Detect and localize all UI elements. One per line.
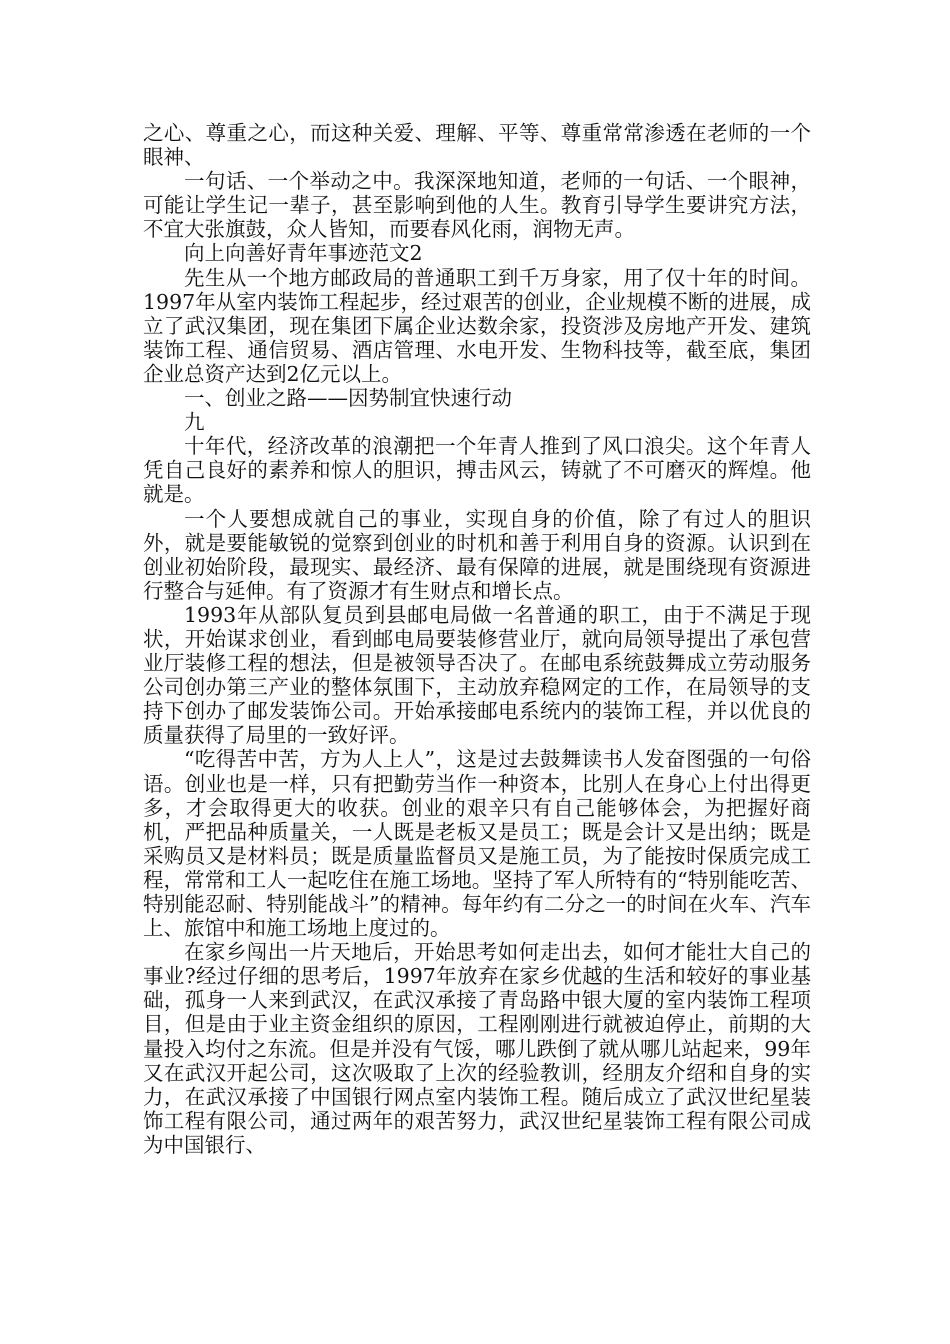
paragraph-resources: 一个人要想成就自己的事业，实现自身的价值，除了有过人的胆识外，就是要能敏锐的觉察到创业的时机和善于利用自身的资源。认识到在创业初始阶段，最现实、最经济、最有保障的进展，就是围绕现有资源进行整合与延伸。有了资源才有生财点和增长点。 <box>143 506 811 603</box>
paragraph-fragment: 九 <box>184 410 205 435</box>
paragraph-intro: 先生从一个地方邮政局的普通职工到千万身家，用了仅十年的时间。1997年从室内装饰工程起步，经过艰苦的创业，企业规模不断的进展，成立了武汉集团，现在集团下属企业达数余家，投资涉及房地产开发、建筑装饰工程、通信贸易、酒店管理、水电开发、生物科技等，截至底，集团企业总资产达到2亿元以上。 <box>143 265 811 386</box>
paragraph-1: 之心、尊重之心，而这种关爱、理解、平等、尊重常常渗透在老师的一个眼神、 <box>143 121 811 170</box>
section-heading-fanwen-2: 向上向善好青年事迹范文2 <box>184 241 423 266</box>
document-page <box>143 121 811 1157</box>
paragraph-nineties: 十年代，经济改革的浪潮把一个年青人推到了风口浪尖。这个年青人凭自己良好的素养和惊人的胆识，搏击风云，铸就了不可磨灭的辉煌。他就是。 <box>143 434 811 507</box>
paragraph-1993: 1993年从部队复员到县邮电局做一名普通的职工，由于不满足于现状，开始谋求创业，看到邮电局要装修营业厅，就向局领导提出了承包营业厅装修工程的想法，但是被领导否决了。在邮电系统鼓舞成立劳动服务公司创办第三产业的整体氛围下，主动放弃稳网定的工作，在局领导的支持下创办了邮发装饰公司。开始承接邮电系统内的装饰工程，并以优良的质量获得了局里的一致好评。 <box>143 602 811 748</box>
paragraph-2: 一句话、一个举动之中。我深深地知道，老师的一句话、一个眼神，可能让学生记一辈子，甚至影响到他的人生。教育引导学生要讲究方法，不宜大张旗鼓，众人皆知，而要春风化雨，润物无声。 <box>143 169 811 242</box>
paragraph-hardship: “吃得苦中苦，方为人上人”，这是过去鼓舞读书人发奋图强的一句俗语。创业也是一样，只有把勤劳当作一种资本，比别人在身心上付出得更多，才会取得更大的收获。创业的艰辛只有自己能够体会，为把握好商机，严把品种质量关，一人既是老板又是员工；既是会计又是出纳；既是采购员又是材料员；既是质量监督员又是施工员，为了能按时保质完成工程，常常和工人一起吃住在施工场地。坚持了军人所特有的“特别能吃苦、特别能忍耐、特别能战斗”的精神。每年约有二分之一的时间在火车、汽车上、旅馆中和施工场地上度过的。 <box>143 747 811 941</box>
paragraph-wuhan: 在家乡闯出一片天地后，开始思考如何走出去，如何才能壮大自己的事业?经过仔细的思考后，1997年放弃在家乡优越的生活和较好的事业基础，孤身一人来到武汉，在武汉承接了青岛路中银大厦的室内装饰工程项目，但是由于业主资金组织的原因，工程刚刚进行就被迫停止，前期的大量投入均付之东流。但是并没有气馁，哪儿跌倒了就从哪儿站起来，99年又在武汉开起公司，这次吸取了上次的经验教训，经朋友介绍和自身的实力，在武汉承接了中国银行网点室内装饰工程。随后成立了武汉世纪星装饰工程有限公司，通过两年的艰苦努力，武汉世纪星装饰工程有限公司成为中国银行、 <box>143 940 811 1157</box>
section-heading-chuangye: 一、创业之路——因势制宜快速行动 <box>184 386 512 411</box>
